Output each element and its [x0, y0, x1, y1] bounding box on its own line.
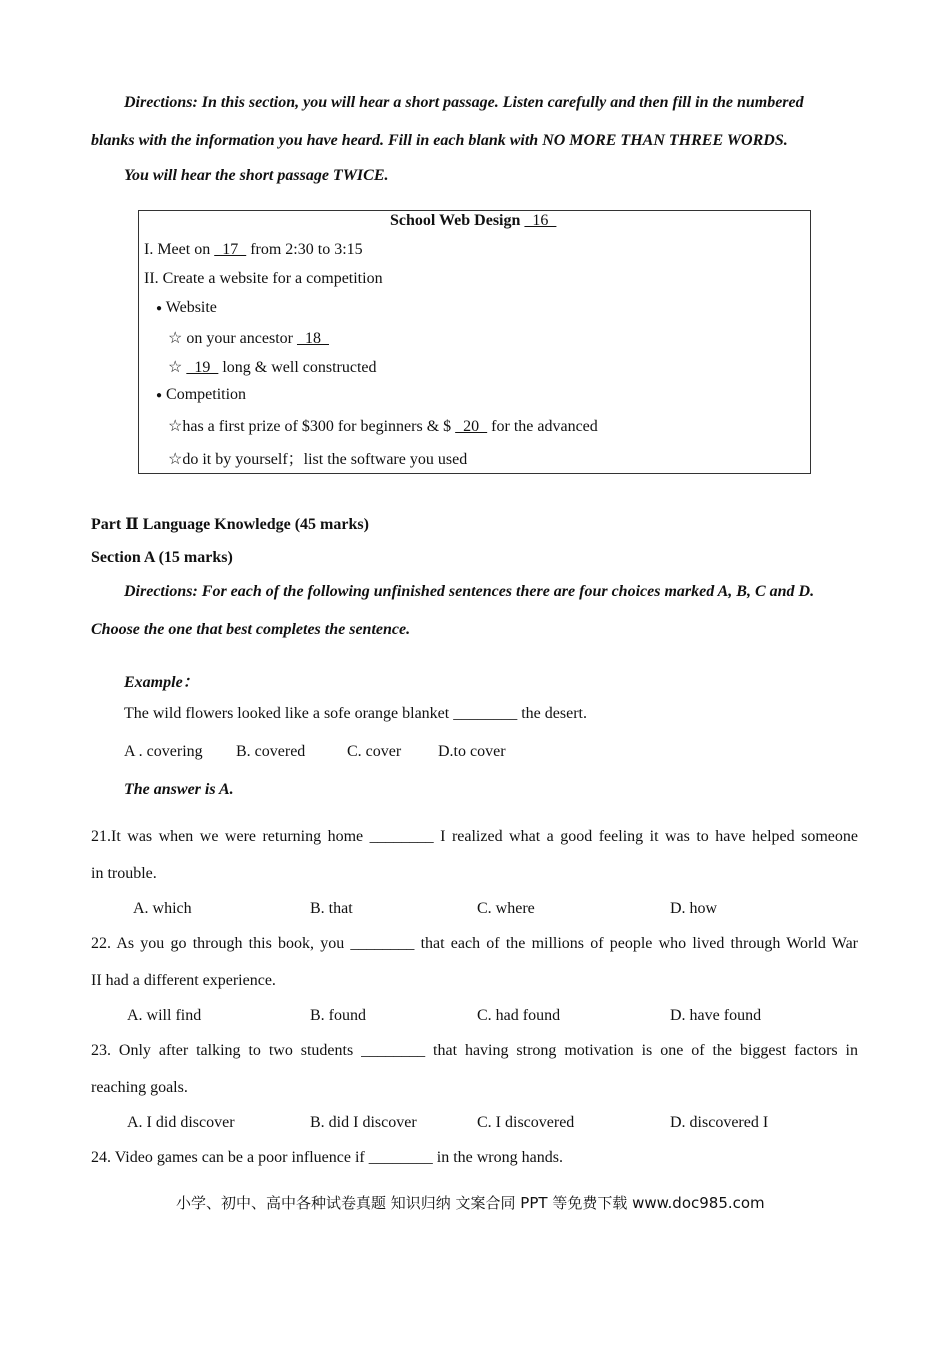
notes-star-ancestor — [168, 328, 329, 348]
example-sentence: The wild flowers looked like a sofe orange blanket ________ the desert. — [124, 705, 587, 722]
question-22-line1: 22. As you go through this book, you ________ that each of the millions of people who lived through World War — [91, 935, 858, 952]
star-icon: ☆ — [168, 330, 183, 347]
notes-star-prize-pre: has a first prize of $300 for beginners & $ — [182, 418, 456, 435]
question-23-option-b: B. did I discover — [310, 1114, 417, 1131]
question-21-line2: in trouble. — [91, 865, 157, 882]
question-23-option-a: A. I did discover — [127, 1114, 235, 1131]
question-23-option-c: C. I discovered — [477, 1114, 575, 1131]
notes-bullet-competition — [156, 386, 246, 404]
notes-star-prize-post: for the advanced — [487, 418, 598, 435]
part2-heading: Part Ⅱ Language Knowledge (45 marks) — [91, 516, 369, 533]
question-23-line2: reaching goals. — [91, 1079, 188, 1096]
listening-directions-line1: Directions: In this section, you will hear a short passage. Listen carefully and then fill in the numbered — [124, 94, 804, 111]
blank-19: 19 — [186, 359, 219, 376]
part2-directions-line2: Choose the one that best completes the sentence. — [91, 621, 411, 638]
notes-bullet-website-text: Website — [165, 299, 217, 316]
question-23-option-d: D. discovered I — [670, 1114, 769, 1131]
question-21-option-b: B. that — [310, 900, 353, 917]
blank-18: 18 — [296, 330, 329, 347]
notes-line-create: II. Create a website for a competition — [144, 270, 383, 287]
listening-directions-line2: blanks with the information you have heard. Fill in each blank with NO MORE THAN THREE WORDS. — [91, 132, 788, 149]
bullet-icon: ● — [156, 302, 163, 314]
listening-directions-line3: You will hear the short passage TWICE. — [124, 167, 389, 184]
question-21-option-c: C. where — [477, 900, 535, 917]
question-22-line2: II had a different experience. — [91, 972, 276, 989]
example-option-b: B. covered — [236, 743, 306, 760]
notes-bullet-website — [156, 299, 217, 317]
notes-star-long — [168, 357, 377, 377]
notes-star-yourself — [168, 446, 467, 469]
question-24-line1: 24. Video games can be a poor influence if ________ in the wrong hands. — [91, 1149, 563, 1166]
notes-star-yourself-text: do it by yourself；list the software you used — [182, 451, 468, 468]
question-21-option-d: D. how — [670, 900, 718, 917]
notes-title — [390, 212, 556, 230]
section-a-heading: Section A (15 marks) — [91, 549, 233, 566]
example-option-a: A . covering — [124, 743, 203, 760]
example-option-c: C. cover — [347, 743, 402, 760]
star-icon: ☆ — [168, 451, 183, 468]
notes-star-long-text: long & well constructed — [218, 359, 377, 376]
notes-title-text: School Web Design — [390, 212, 521, 229]
part2-directions-line1: Directions: For each of the following unfinished sentences there are four choices marked A, B, C and D. — [124, 583, 815, 600]
question-21-line1: 21.It was when we were returning home ________ I realized what a good feeling it was to have helped someone — [91, 828, 858, 845]
star-icon: ☆ — [168, 359, 183, 376]
question-21-option-a: A. which — [133, 900, 192, 917]
page-footer: 小学、初中、高中各种试卷真题 知识归纳 文案合同 PPT 等免费下载 www.doc985.com — [176, 1194, 765, 1212]
question-22-option-d: D. have found — [670, 1007, 762, 1024]
question-22-option-c: C. had found — [477, 1007, 561, 1024]
star-icon: ☆ — [168, 418, 183, 435]
notes-bullet-competition-text: Competition — [166, 386, 247, 403]
example-label: Example： — [124, 674, 199, 691]
example-option-d: D.to cover — [438, 743, 506, 760]
blank-17: 17 — [214, 241, 247, 258]
notes-line-meet — [144, 241, 363, 259]
question-22-option-b: B. found — [310, 1007, 366, 1024]
question-22-option-a: A. will find — [127, 1007, 202, 1024]
bullet-icon: ● — [156, 389, 163, 401]
notes-line-meet-post: from 2:30 to 3:15 — [246, 241, 363, 258]
notes-star-ancestor-text: on your ancestor — [186, 330, 297, 347]
question-23-line1: 23. Only after talking to two students ________ that having strong motivation is one of the biggest factors in — [91, 1042, 858, 1059]
blank-20: 20 — [455, 418, 488, 435]
blank-16: 16 — [524, 212, 557, 229]
notes-line-meet-pre: I. Meet on — [144, 241, 215, 258]
example-answer: The answer is A. — [124, 781, 234, 798]
notes-star-prize — [168, 416, 598, 436]
